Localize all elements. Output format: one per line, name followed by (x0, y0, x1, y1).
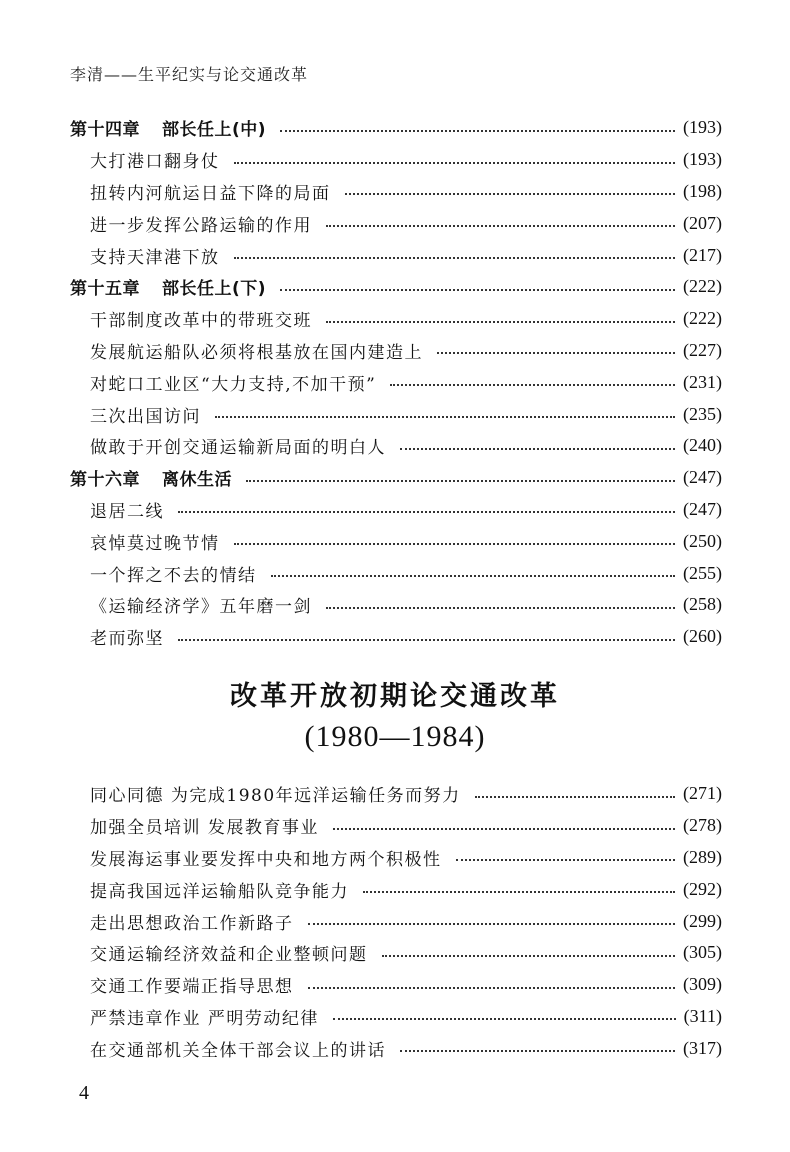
entry-page-number: (250) (683, 530, 722, 551)
running-head: 李清——生平纪实与论交通改革 (70, 65, 309, 84)
toc-entry-row (70, 176, 722, 208)
entry-title: 三次出国访问 (90, 406, 201, 427)
entry-title: 扭转内河航运日益下降的局面 (90, 183, 331, 204)
entry-page-number: (317) (683, 1037, 722, 1058)
entry-page-number: (260) (683, 626, 722, 647)
entry-page-number: (309) (683, 974, 722, 995)
toc-entry-row (70, 525, 722, 557)
dot-leader (178, 511, 675, 513)
entry-page-number: (222) (683, 308, 722, 329)
dot-leader (271, 575, 676, 577)
entry-page-number: (311) (683, 1005, 722, 1026)
dot-leader (390, 384, 675, 386)
entry-title: 对蛇口工业区“大力支持,不加干预” (90, 374, 377, 395)
dot-leader (333, 1018, 676, 1020)
entry-title: 提高我国远洋运输船队竞争能力 (90, 881, 349, 902)
entry-page-number: (258) (683, 594, 722, 615)
entry-title: 进一步发挥公路运输的作用 (90, 215, 312, 236)
entry-page-number: (292) (683, 878, 722, 899)
toc-entry-row (70, 207, 722, 239)
dot-leader (382, 955, 676, 957)
entry-title: 一个挥之不去的情结 (90, 565, 257, 586)
entry-title: 交通运输经济效益和企业整顿问题 (90, 945, 368, 966)
entry-title: 发展航运船队必须将根基放在国内建造上 (90, 342, 423, 363)
toc-entry-row (90, 873, 722, 905)
dot-leader (345, 193, 676, 195)
chapter-number: 第十六章 (70, 470, 140, 491)
dot-leader (280, 289, 675, 291)
toc-entry-row (70, 144, 722, 176)
dot-leader (234, 543, 676, 545)
chapter-title: 部长任上(中) (162, 120, 267, 141)
entry-title: 在交通部机关全体干部会议上的讲话 (90, 1040, 386, 1061)
dot-leader (326, 321, 675, 323)
toc-entry-row (90, 905, 722, 937)
chapter-title: 部长任上(下) (162, 279, 267, 300)
part-title: 改革开放初期论交通改革 (230, 681, 560, 712)
entry-page-number: (278) (683, 815, 722, 836)
entry-page-number: (235) (683, 403, 722, 424)
entry-title: 严禁违章作业 严明劳动纪律 (90, 1008, 319, 1029)
toc-entry-row (70, 557, 722, 589)
entry-title: 交通工作要端正指导思想 (90, 977, 294, 998)
chapter-title: 离休生活 (162, 470, 232, 491)
entry-page-number: (193) (683, 117, 722, 138)
entry-title: 同心同德 为完成1980年远洋运输任务而努力 (90, 786, 461, 807)
entry-page-number: (231) (683, 371, 722, 392)
entry-page-number: (193) (683, 149, 722, 170)
dot-leader (437, 352, 675, 354)
entry-page-number: (217) (683, 244, 722, 265)
toc-chapter-row (70, 271, 722, 303)
entry-title: 大打港口翻身仗 (90, 152, 220, 173)
entry-title: 老而弥坚 (90, 629, 164, 650)
toc-entry-row (90, 778, 722, 810)
dot-leader (326, 225, 675, 227)
toc-entry-row (70, 494, 722, 526)
dot-leader (400, 1050, 675, 1052)
dot-leader (326, 607, 675, 609)
entry-title: 退居二线 (90, 501, 164, 522)
dot-leader (400, 448, 675, 450)
entry-page-number: (227) (683, 339, 722, 360)
dot-leader (280, 130, 675, 132)
entry-title: 《运输经济学》五年磨一剑 (90, 597, 312, 618)
dot-leader (308, 923, 676, 925)
dot-leader (456, 859, 676, 861)
toc-chapter-row (70, 462, 722, 494)
page-number: 4 (79, 1082, 89, 1104)
entry-page-number: (255) (683, 562, 722, 583)
dot-leader (475, 796, 675, 798)
entry-page-number: (207) (683, 212, 722, 233)
entry-page-number: (198) (683, 180, 722, 201)
toc-entry-row (90, 969, 722, 1001)
entry-title: 支持天津港下放 (90, 247, 220, 268)
entry-title: 做敢于开创交通运输新局面的明白人 (90, 438, 386, 459)
entry-title: 发展海运事业要发挥中央和地方两个积极性 (90, 849, 442, 870)
dot-leader (333, 828, 675, 830)
toc-entry-row (70, 398, 722, 430)
table-of-contents-part2 (90, 778, 722, 1064)
toc-entry-row (90, 842, 722, 874)
entry-title: 哀悼莫过晚节情 (90, 533, 220, 554)
entry-page-number: (247) (683, 498, 722, 519)
toc-chapter-row (70, 112, 722, 144)
part-years: (1980—1984) (304, 720, 486, 753)
entry-page-number: (299) (683, 910, 722, 931)
entry-page-number: (271) (683, 783, 722, 804)
toc-entry-row (70, 621, 722, 653)
chapter-number: 第十五章 (70, 279, 140, 300)
entry-page-number: (247) (683, 467, 722, 488)
toc-entry-row (90, 1032, 722, 1064)
dot-leader (246, 480, 675, 482)
dot-leader (308, 987, 676, 989)
toc-entry-row (70, 335, 722, 367)
entry-page-number: (305) (683, 942, 722, 963)
entry-title: 干部制度改革中的带班交班 (90, 311, 312, 332)
toc-entry-row (90, 1001, 722, 1033)
dot-leader (234, 257, 676, 259)
dot-leader (178, 639, 675, 641)
entry-page-number: (289) (683, 846, 722, 867)
entry-title: 走出思想政治工作新路子 (90, 913, 294, 934)
chapter-number: 第十四章 (70, 120, 140, 141)
toc-entry-row (70, 430, 722, 462)
dot-leader (215, 416, 675, 418)
toc-entry-row (90, 937, 722, 969)
toc-entry-row (90, 810, 722, 842)
toc-entry-row (70, 589, 722, 621)
toc-entry-row (70, 239, 722, 271)
table-of-contents-part1 (70, 112, 722, 653)
dot-leader (363, 891, 675, 893)
dot-leader (234, 162, 676, 164)
toc-entry-row (70, 303, 722, 335)
entry-title: 加强全员培训 发展教育事业 (90, 818, 319, 839)
entry-page-number: (240) (683, 435, 722, 456)
entry-page-number: (222) (683, 276, 722, 297)
toc-entry-row (70, 366, 722, 398)
